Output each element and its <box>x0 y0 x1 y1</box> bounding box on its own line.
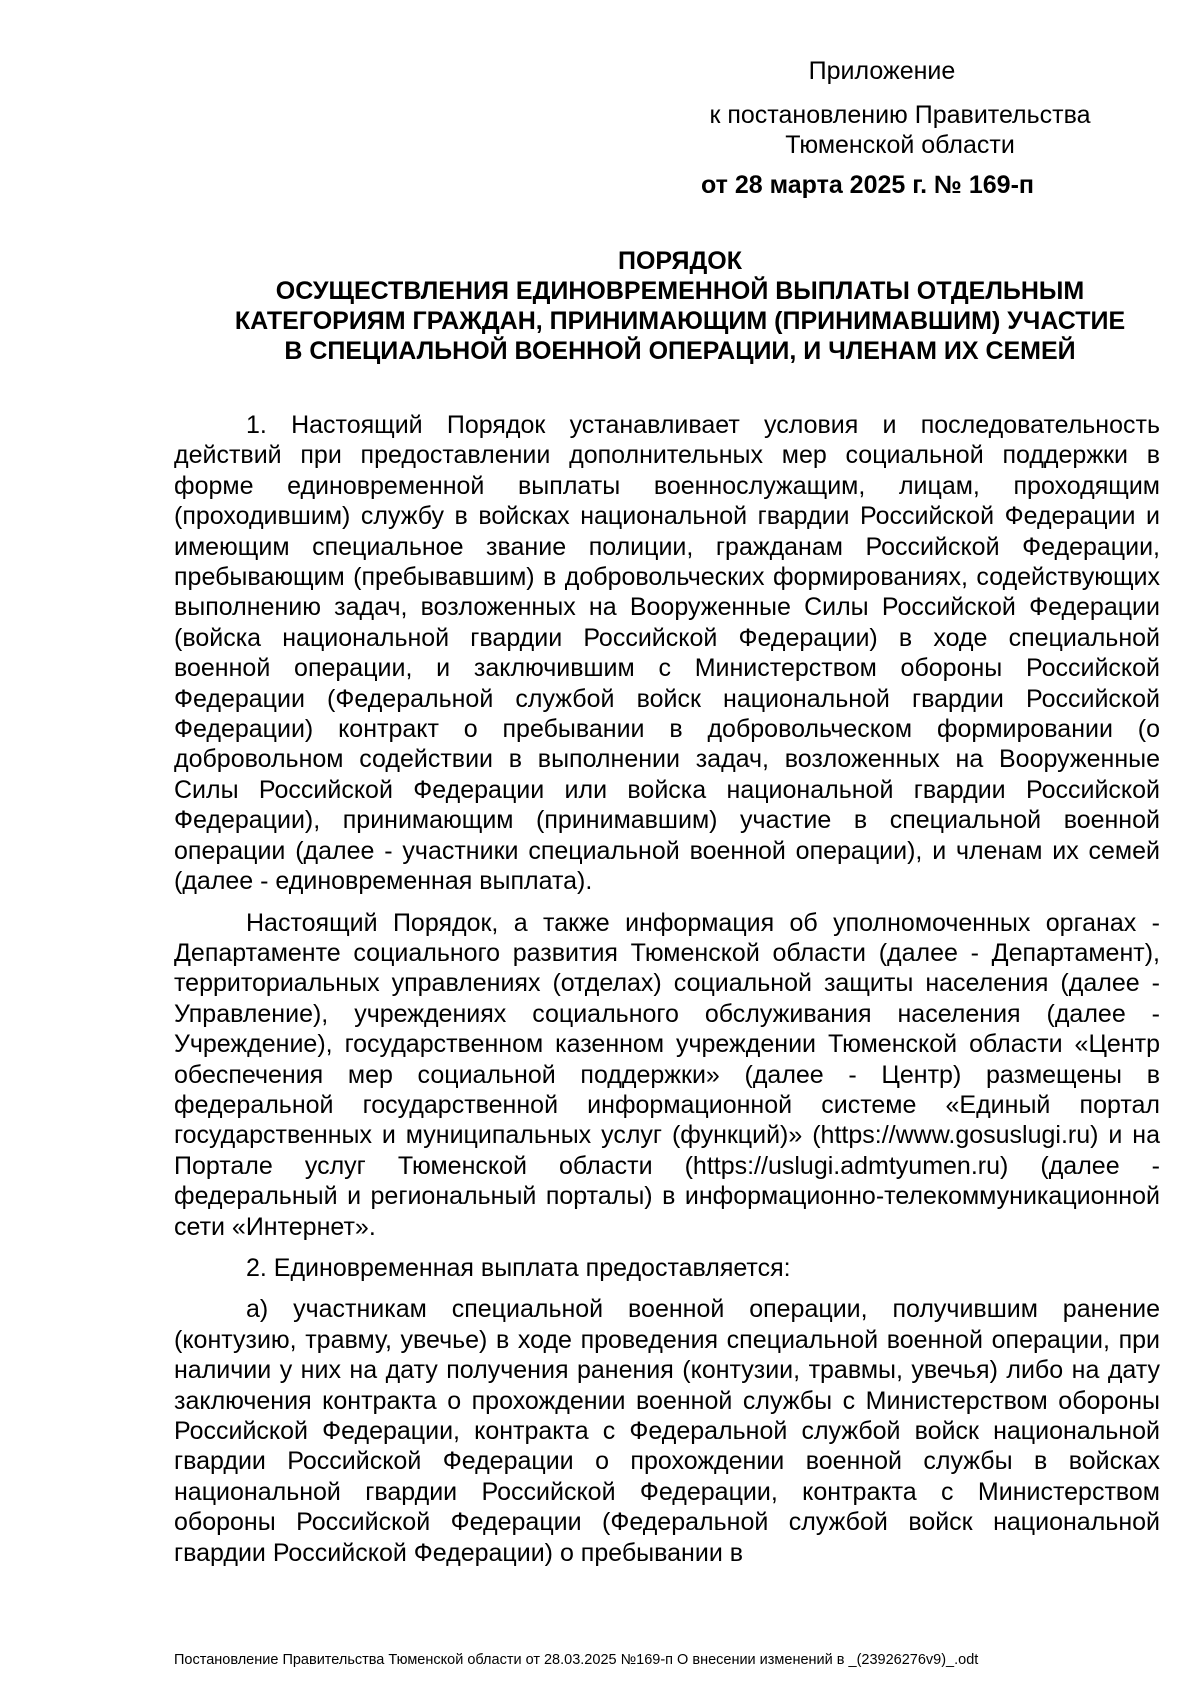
appendix-header <box>630 56 1170 200</box>
paragraph-1: 1. Настоящий Порядок устанавливает условия и последовательность действий при предоставлении дополнительных мер социальной поддержки в форме единовременной выплаты военнослужащим, лицам, проходящим (проходившим) службу в войсках национальной гвардии Российской Федерации и имеющим специальное звание полиции, гражданам Российской Федерации, пребывающим (пребывавшим) в добровольческих формированиях, содействующих выполнению задач, возложенных на Вооруженные Силы Российской Федерации (войска национальной гвардии Российской Федерации) в ходе специальной военной операции, и заключившим с Министерством обороны Российской Федерации (Федеральной службой войск национальной гвардии Российской Федерации) контракт о пребывании в добровольческом формировании (о добровольном содействии в выполнении задач, возложенных на Вооруженные Силы Российской Федерации или войска национальной гвардии Российской Федерации), принимающим (принимавшим) участие в специальной военной операции (далее - участники специальной военной операции), и членам их семей (далее - единовременная выплата). <box>174 411 1160 896</box>
document-body <box>174 410 1160 1579</box>
title-line-3: КАТЕГОРИЯМ ГРАЖДАН, ПРИНИМАЮЩИМ (ПРИНИМАВШИМ) УЧАСТИЕ <box>234 307 1126 335</box>
title-line-4: В СПЕЦИАЛЬНОЙ ВОЕННОЙ ОПЕРАЦИИ, И ЧЛЕНАМ ИХ СЕМЕЙ <box>284 337 1076 365</box>
paragraph-2: Настоящий Порядок, а также информация об уполномоченных органах - Департаменте социального развития Тюменской области (далее - Департамент), территориальных управлениях (отделах) социальной защиты населения (далее - Управление), учреждениях социального обслуживания населения (далее - Учреждение), государственном казенном учреждении Тюменской области «Центр обеспечения мер социальной поддержки» (далее - Центр) размещены в федеральной государственной информационной системе «Единый портал государственных и муниципальных услуг (функций)» (https://www.gosuslugi.ru) и на Портале услуг Тюменской области (https://uslugi.admtyumen.ru) (далее - федеральный и региональный порталы) в информационно-телекоммуникационной сети «Интернет». <box>174 908 1160 1241</box>
page-footer: Постановление Правительства Тюменской области от 28.03.2025 №169-п О внесении изменений в _(23926276v9)_.odt <box>174 1652 979 1668</box>
paragraph-4: а) участникам специальной военной операции, получившим ранение (контузию, травму, увечье) в ходе проведения специальной военной операции, при наличии у них на дату получения ранения (контузии, травмы, увечья) либо на дату заключения контракта о прохождении военной службы с Министерством обороны Российской Федерации, контракта с Федеральной службой войск национальной гвардии Российской Федерации о прохождении военной службы в войсках национальной гвардии Российской Федерации, контракта с Министерством обороны Российской Федерации (Федеральной службой войск национальной гвардии Российской Федерации) о пребывании в <box>174 1295 1160 1567</box>
document-title <box>180 246 1180 366</box>
resolution-reference: к постановлению Правительства <box>709 101 1091 129</box>
appendix-label: Приложение <box>808 57 956 85</box>
paragraph-3: 2. Единовременная выплата предоставляется: <box>246 1253 791 1282</box>
region-name: Тюменской области <box>785 131 1015 159</box>
title-line-2: ОСУЩЕСТВЛЕНИЯ ЕДИНОВРЕМЕННОЙ ВЫПЛАТЫ ОТДЕЛЬНЫМ <box>275 277 1085 305</box>
resolution-date-number: от 28 марта 2025 г. № 169-п <box>700 171 1034 199</box>
title-line-1: ПОРЯДОК <box>618 247 742 275</box>
